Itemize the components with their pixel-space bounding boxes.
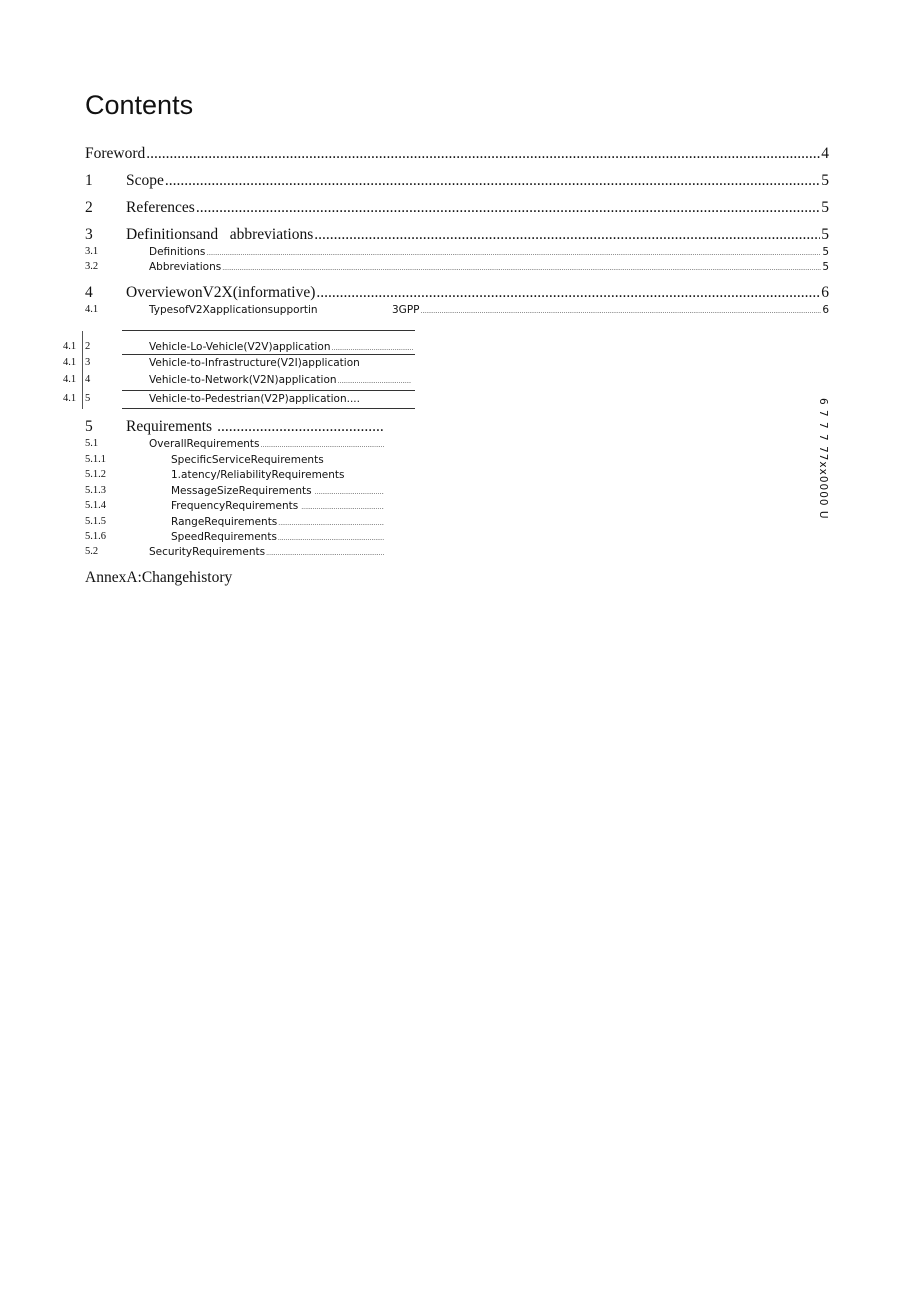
toc-number: 3.2: [85, 261, 99, 272]
toc-leader: [165, 172, 820, 190]
toc-entry-definitions[interactable]: [149, 246, 829, 258]
toc-leader: [222, 265, 821, 272]
toc-entry-foreword[interactable]: [85, 145, 829, 163]
toc-entry-overall-requirements[interactable]: [149, 438, 385, 450]
toc-number: 4: [85, 284, 93, 301]
toc-number: 5.1.2: [85, 469, 106, 480]
toc-label: OverallRequirements: [149, 438, 260, 450]
table-rule: [122, 330, 415, 331]
toc-label-extra: 3GPP: [392, 304, 420, 316]
toc-entry-overview[interactable]: [126, 284, 829, 302]
toc-label: Scope: [126, 172, 164, 189]
table-rule: [122, 390, 415, 391]
toc-leader: [338, 378, 411, 385]
toc-entry-v2n[interactable]: [149, 374, 412, 386]
toc-page: 5: [822, 246, 829, 258]
toc-label: OverviewonV2X(informative): [126, 284, 316, 301]
toc-leader: [278, 520, 384, 527]
toc-number: 5.1.5: [85, 516, 106, 527]
toc-number: 4.1: [63, 374, 77, 385]
toc-leader: [332, 345, 413, 352]
toc-number: 5.2: [85, 546, 99, 557]
toc-leader: [315, 489, 384, 496]
toc-number-sub: 2: [85, 341, 91, 352]
toc-leader: [261, 442, 384, 449]
toc-label: FrequencyRequirements: [171, 500, 299, 512]
table-rule: [122, 354, 415, 355]
table-rule-vertical: [82, 331, 83, 409]
toc-label: Requirements: [126, 418, 213, 435]
toc-label: RangeRequirements: [171, 516, 278, 528]
margin-rotated-text: 6 7 7 7 77xx0000 U: [817, 398, 829, 520]
toc-entry-requirements[interactable]: [126, 418, 385, 436]
toc-page: 4: [821, 145, 829, 162]
toc-entry-scope[interactable]: [126, 172, 829, 190]
toc-entry-annex-a[interactable]: AnnexA:Changehistory: [85, 569, 233, 586]
toc-number: 1: [85, 172, 93, 189]
page-title: Contents: [85, 90, 194, 120]
toc-number-sub: 4: [85, 374, 91, 385]
toc-number: 4.1: [63, 393, 77, 404]
toc-page: 5: [821, 172, 829, 189]
toc-label[interactable]: TypesofV2Xapplicationsupportin: [149, 304, 318, 316]
toc-leader: [316, 284, 820, 302]
toc-leader: [420, 308, 821, 315]
toc-entry-latency-reliability[interactable]: 1.atency/ReliabilityRequirements: [171, 469, 345, 481]
toc-entry-abbreviations[interactable]: [149, 261, 829, 273]
toc-number: 5.1.4: [85, 500, 106, 511]
toc-entry-definitions-abbreviations[interactable]: [126, 226, 829, 244]
toc-label: Definitionsand abbreviations: [126, 226, 314, 243]
toc-leader: [314, 226, 820, 244]
toc-entry-security[interactable]: [149, 546, 385, 558]
toc-number: 3: [85, 226, 93, 243]
toc-page: 5: [821, 226, 829, 243]
toc-leader: [196, 199, 820, 217]
toc-number-sub: 5: [85, 393, 91, 404]
toc-page: 5: [822, 261, 829, 273]
toc-number: 4.1: [63, 341, 77, 352]
toc-label: Vehicle-to-Network(V2N)application: [149, 374, 337, 386]
toc-entry-frequency[interactable]: [171, 500, 385, 512]
toc-label: Abbreviations: [149, 261, 222, 273]
toc-label: SpeedRequirements: [171, 531, 277, 543]
toc-entry-v2v[interactable]: [149, 341, 414, 353]
toc-page: 5: [821, 199, 829, 216]
toc-number: 4.1: [85, 304, 99, 315]
toc-entry-speed[interactable]: [171, 531, 385, 543]
toc-number: 4.1: [63, 357, 77, 368]
toc-number-sub: 3: [85, 357, 91, 368]
toc-entry-references[interactable]: [126, 199, 829, 217]
toc-label: References: [126, 199, 195, 216]
toc-leader: [266, 550, 384, 557]
toc-number: 5.1: [85, 438, 99, 449]
toc-label: Foreword: [85, 145, 146, 162]
table-rule: [122, 408, 415, 409]
toc-entry-types-v2x[interactable]: [392, 304, 829, 316]
toc-label: SecurityRequirements: [149, 546, 266, 558]
toc-leader: [146, 145, 820, 163]
toc-page: 6: [821, 284, 829, 301]
toc-leader: [278, 535, 384, 542]
toc-entry-range[interactable]: [171, 516, 385, 528]
toc-entry-message-size[interactable]: [171, 485, 385, 497]
toc-number: 5.1.6: [85, 531, 106, 542]
toc-leader: [301, 504, 384, 511]
toc-number: 5: [85, 418, 93, 435]
toc-entry-v2p[interactable]: Vehicle-to-Pedestrian(V2P)application....: [149, 393, 360, 405]
toc-label: Definitions: [149, 246, 206, 258]
toc-page: 6: [822, 304, 829, 316]
toc-number: 3.1: [85, 246, 99, 257]
toc-number: 2: [85, 199, 93, 216]
toc-label: Vehicle-Lo-Vehicle(V2V)application: [149, 341, 331, 353]
toc-label: MessageSizeRequirements: [171, 485, 312, 497]
toc-number: 5.1.1: [85, 454, 106, 465]
toc-leader: [206, 250, 821, 257]
toc-entry-v2i[interactable]: Vehicle-to-Infrastructure(V2I)application: [149, 357, 360, 369]
toc-leader: [217, 418, 384, 436]
toc-entry-specific-service[interactable]: SpecificServiceRequirements: [171, 454, 324, 466]
toc-number: 5.1.3: [85, 485, 106, 496]
